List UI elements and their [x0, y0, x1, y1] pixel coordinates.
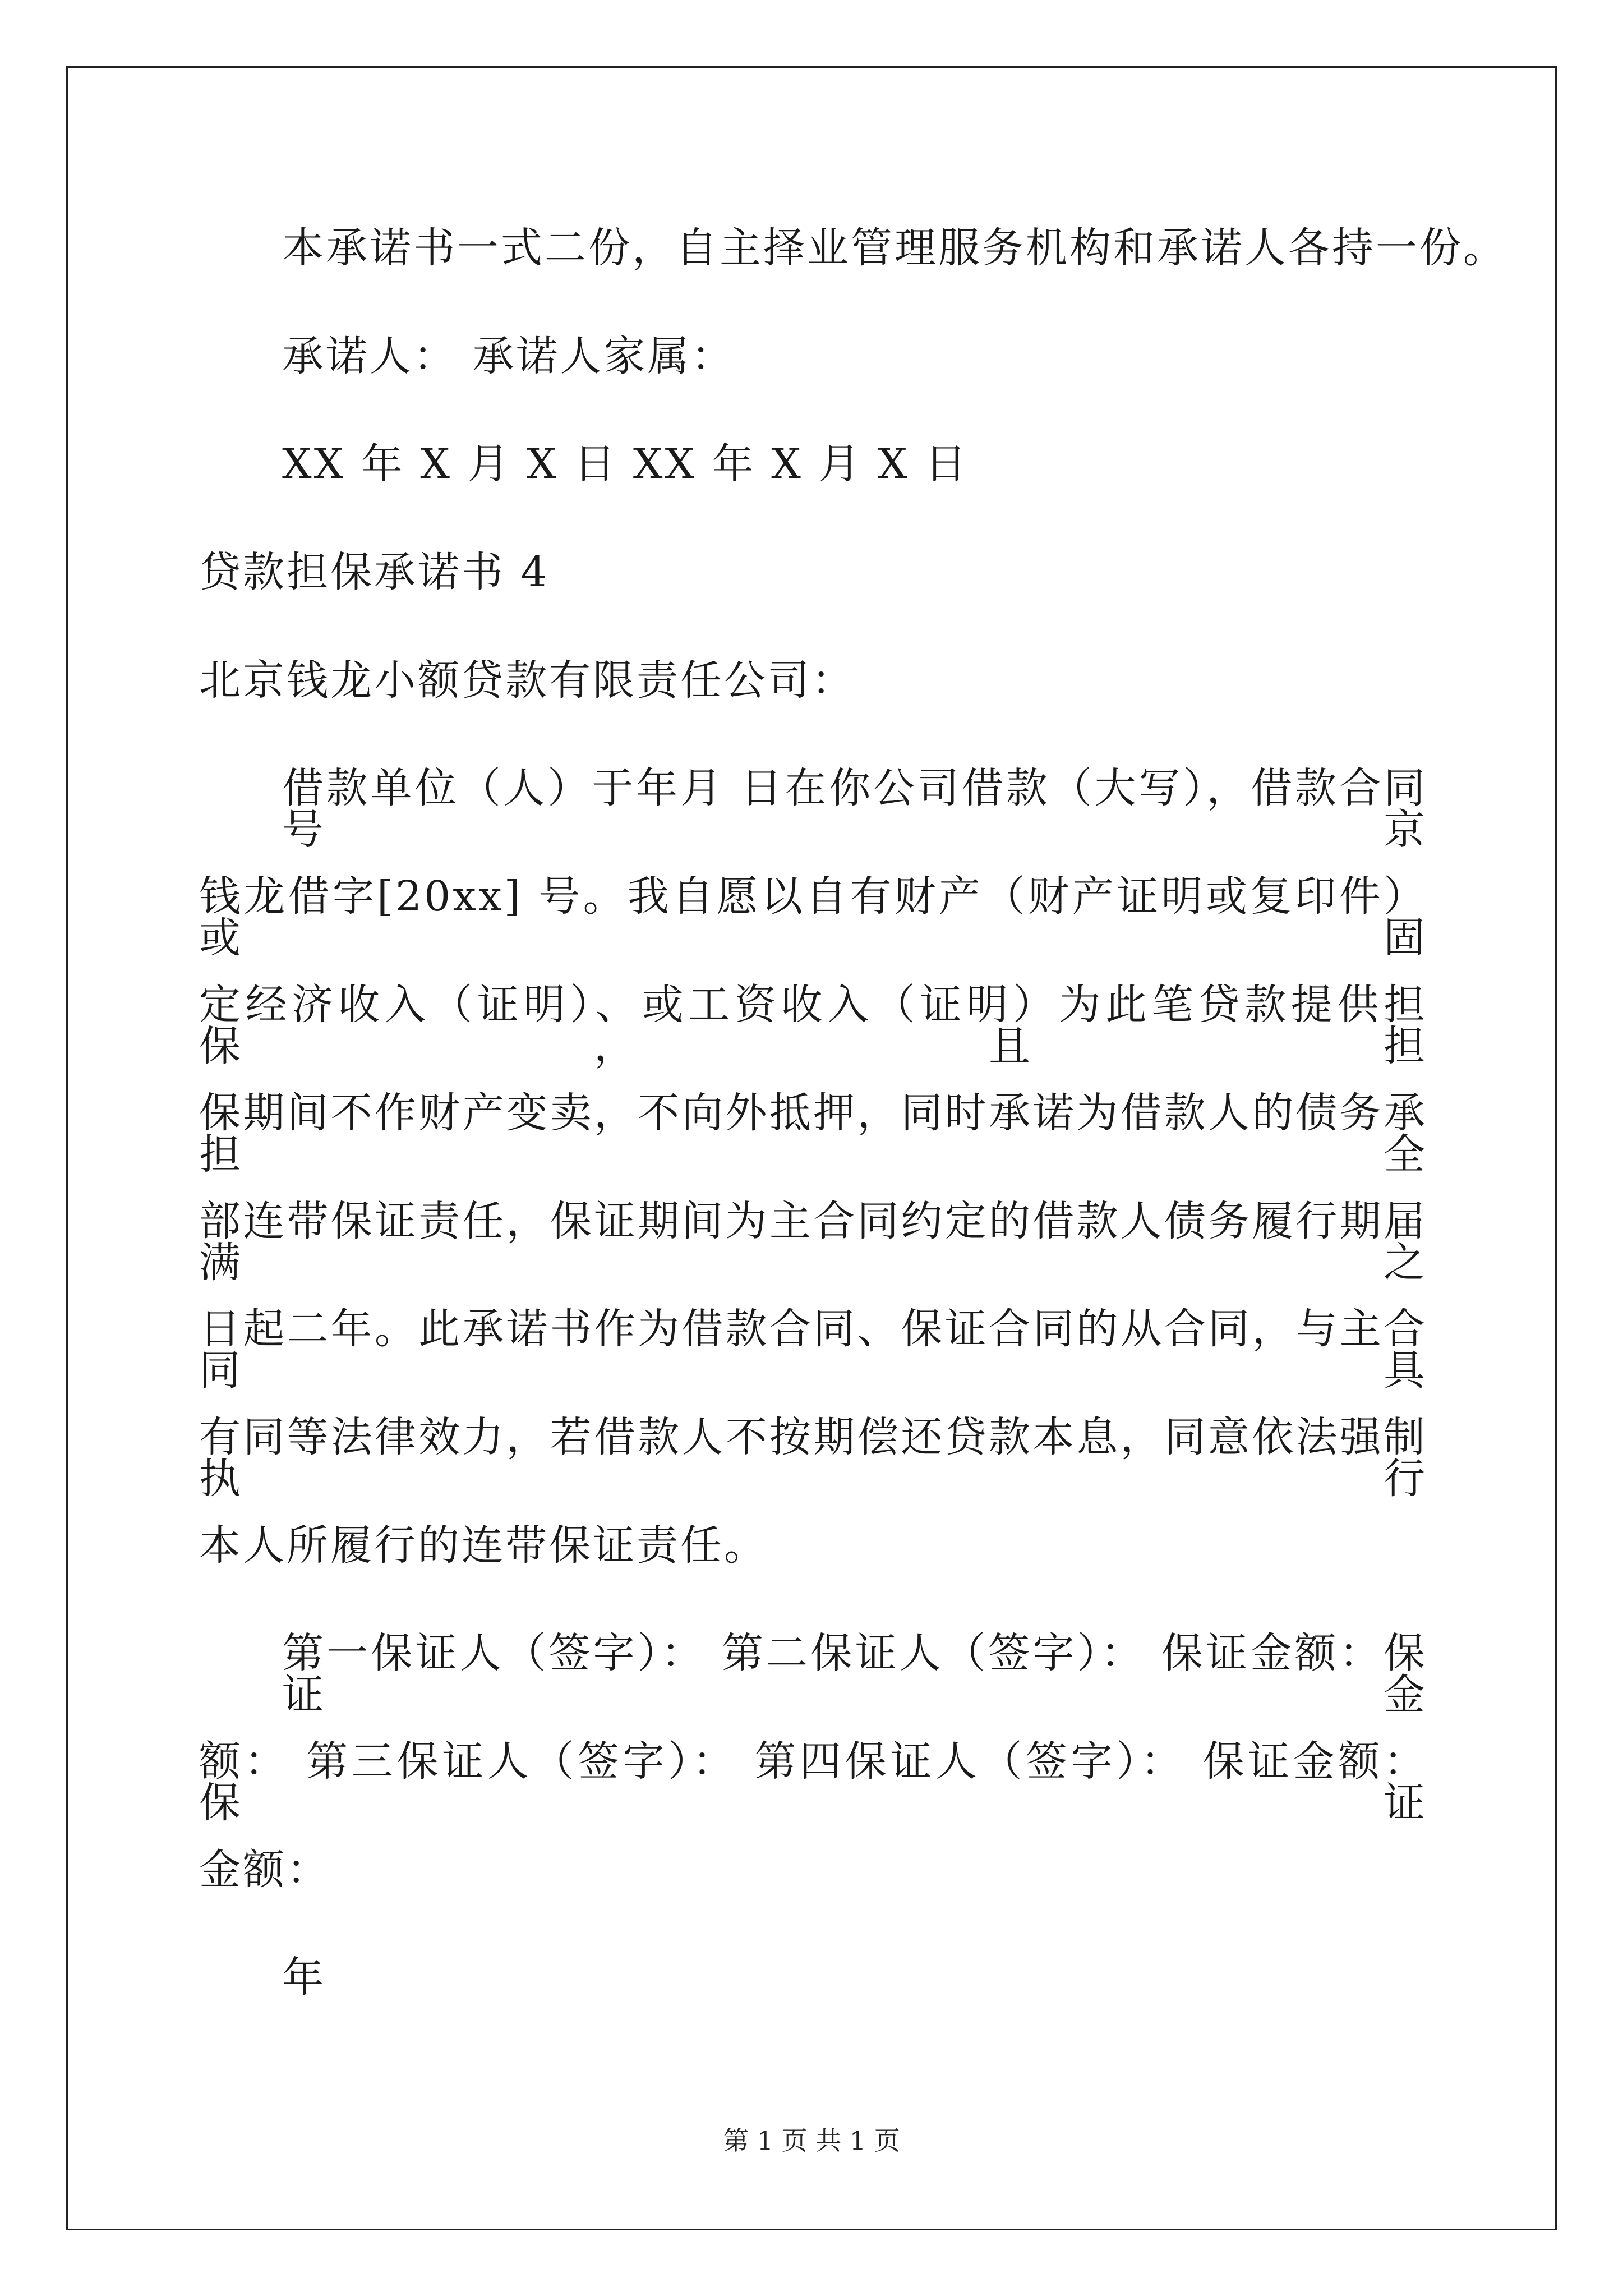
addressee: 北京钱龙小额贷款有限责任公司：	[199, 656, 855, 705]
guarantor-line: 第一保证人（签字）： 第二保证人（签字）： 保证金额：保证金	[282, 1629, 1427, 1719]
page-number: 第 1 页 共 1 页	[723, 2125, 900, 2156]
guarantor-line: 金额：	[199, 1846, 330, 1894]
body-line: 部连带保证责任，保证期间为主合同约定的借款人债务履行期届满之	[199, 1197, 1427, 1287]
paragraph-copies-note: 本承诺书一式二份，自主择业管理服务机构和承诺人各持一份。	[282, 224, 1507, 272]
body-line: 定经济收入（证明）、或工资收入（证明）为此笔贷款提供担保，且担	[199, 981, 1427, 1070]
body-line: 借款单位（人）于年月 日在你公司借款（大写），借款合同号京	[282, 764, 1427, 854]
body-line: 保期间不作财产变卖，不向外抵押，同时承诺为借款人的债务承担全	[199, 1089, 1427, 1179]
body-line: 本人所履行的连带保证责任。	[199, 1521, 768, 1570]
date-year: 年	[282, 1953, 326, 2001]
signature-dates: XX 年 X 月 X 日 XX 年 X 月 X 日	[282, 440, 969, 488]
body-line: 钱龙借字[20xx] 号。我自愿以自有财产（财产证明或复印件）或固	[199, 872, 1427, 962]
signature-labels: 承诺人： 承诺人家属：	[282, 332, 735, 380]
body-line: 有同等法律效力，若借款人不按期偿还贷款本息，同意依法强制执行	[199, 1413, 1427, 1503]
guarantor-line: 额： 第三保证人（签字）： 第四保证人（签字）： 保证金额：保证	[199, 1737, 1427, 1827]
section-heading: 贷款担保承诺书 4	[199, 548, 550, 596]
body-line: 日起二年。此承诺书作为借款合同、保证合同的从合同，与主合同具	[199, 1305, 1427, 1395]
